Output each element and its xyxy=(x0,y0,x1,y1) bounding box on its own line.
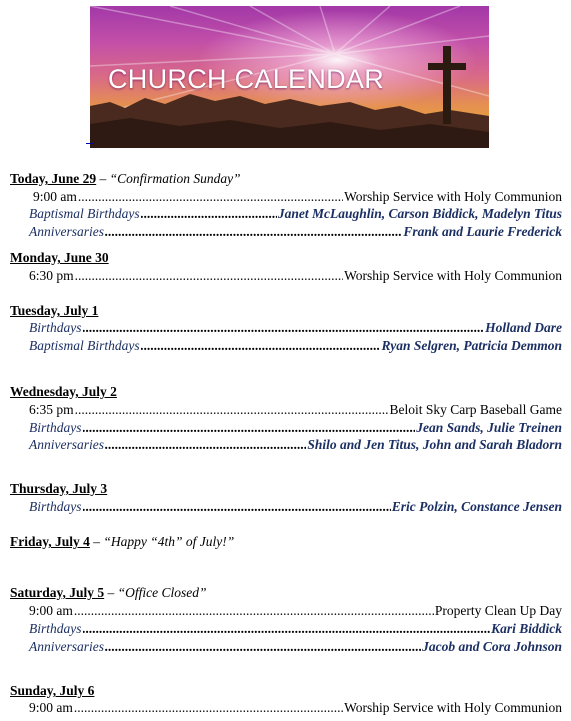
event-time: 6:30 pm xyxy=(29,268,74,283)
dot-leader xyxy=(83,621,491,637)
event-line xyxy=(29,268,562,284)
event-label: Birthdays xyxy=(29,320,82,335)
event-line xyxy=(29,420,562,436)
dot-leader xyxy=(75,268,343,284)
event-time: 6:35 pm xyxy=(29,402,74,417)
event-label: Baptismal Birthdays xyxy=(29,338,140,353)
day-label: Monday, June 30 xyxy=(10,250,109,265)
event-value: Ryan Selgren, Patricia Demmon xyxy=(381,338,562,353)
event-line xyxy=(29,499,562,515)
event-value: Shilo and Jen Titus, John and Sarah Bladorn xyxy=(307,437,562,452)
day-theme: “Happy “4th” of July!” xyxy=(103,534,235,549)
event-value: Jean Sands, Julie Treinen xyxy=(416,420,562,435)
event-label: Anniversaries xyxy=(29,224,104,239)
day-theme: “Confirmation Sunday” xyxy=(109,171,241,186)
event-line xyxy=(29,437,562,453)
dot-leader xyxy=(83,320,485,336)
day-theme: “Office Closed” xyxy=(117,585,207,600)
dot-leader xyxy=(141,206,277,222)
event-line xyxy=(29,603,562,619)
event-line xyxy=(29,621,562,637)
event-line xyxy=(29,639,562,655)
event-value: Beloit Sky Carp Baseball Game xyxy=(389,402,562,417)
day-heading: Today, June 29 – “Confirmation Sunday” xyxy=(10,171,241,186)
day-heading xyxy=(10,250,109,266)
event-line xyxy=(29,206,562,222)
event-value: Frank and Laurie Frederick xyxy=(403,224,562,239)
event-value: Worship Service with Holy Communion xyxy=(344,189,562,204)
event-label: Anniversaries xyxy=(29,437,104,452)
event-label: Anniversaries xyxy=(29,639,104,654)
day-label: Tuesday, July 1 xyxy=(10,303,99,318)
event-line xyxy=(33,189,562,205)
event-value: Worship Service with Holy Communion xyxy=(344,268,562,283)
dot-leader xyxy=(78,189,343,205)
dot-leader xyxy=(75,402,389,418)
day-heading xyxy=(10,683,94,699)
event-value: Eric Polzin, Constance Jensen xyxy=(391,499,562,514)
day-label: Saturday, July 5 xyxy=(10,585,105,600)
day-label: Today, June 29 xyxy=(10,171,97,186)
day-heading: Saturday, July 5 – “Office Closed” xyxy=(10,585,207,600)
event-line xyxy=(29,700,562,716)
event-time: 9:00 am xyxy=(29,603,73,618)
dot-leader xyxy=(105,639,421,655)
day-label: Friday, July 4 xyxy=(10,534,90,549)
event-time: 9:00 am xyxy=(29,700,73,715)
event-time: 9:00 am xyxy=(33,189,77,204)
event-value: Jacob and Cora Johnson xyxy=(422,639,562,654)
day-label: Thursday, July 3 xyxy=(10,481,108,496)
dot-leader xyxy=(105,224,402,240)
dot-leader xyxy=(141,338,381,354)
anchor-mark xyxy=(86,143,94,144)
event-value: Kari Biddick xyxy=(491,621,562,636)
event-line xyxy=(29,320,562,336)
dot-leader xyxy=(74,700,343,716)
event-label: Birthdays xyxy=(29,621,82,636)
event-line xyxy=(29,338,562,354)
day-label: Sunday, July 6 xyxy=(10,683,95,698)
day-heading xyxy=(10,303,98,319)
event-label: Birthdays xyxy=(29,499,82,514)
dot-leader xyxy=(83,499,391,515)
event-value: Worship Service with Holy Communion xyxy=(344,700,562,715)
dot-leader xyxy=(74,603,434,619)
banner-title: CHURCH CALENDAR xyxy=(108,64,385,94)
event-line xyxy=(29,402,562,418)
event-line xyxy=(29,224,562,240)
day-label: Wednesday, July 2 xyxy=(10,384,117,399)
dot-leader xyxy=(83,420,416,436)
event-label: Baptismal Birthdays xyxy=(29,206,140,221)
dot-leader xyxy=(105,437,306,453)
event-value: Property Clean Up Day xyxy=(434,603,562,618)
day-heading: Friday, July 4 – “Happy “4th” of July!” xyxy=(10,534,235,549)
church-calendar-banner xyxy=(90,6,489,148)
event-label: Birthdays xyxy=(29,420,82,435)
day-heading xyxy=(10,481,107,497)
event-value: Janet McLaughlin, Carson Biddick, Madelyn Titus xyxy=(277,206,562,221)
event-value: Holland Dare xyxy=(485,320,562,335)
day-heading xyxy=(10,384,117,400)
